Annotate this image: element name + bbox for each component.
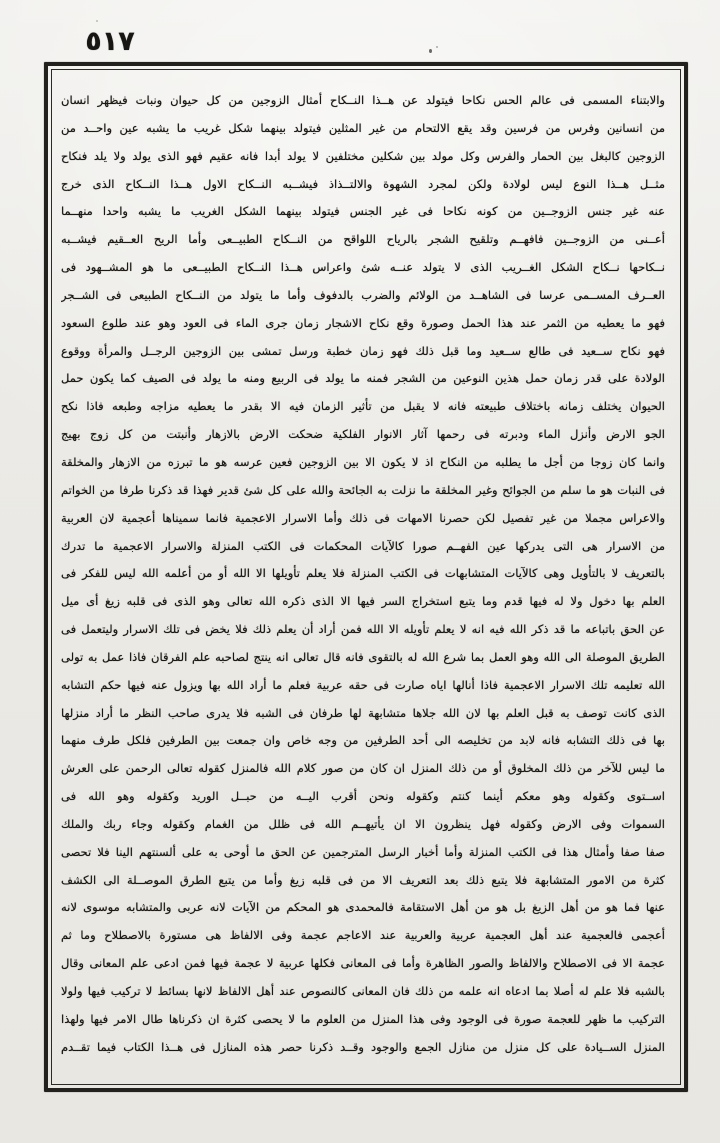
- scan-speck: [436, 46, 438, 48]
- text-line: الله تعليمه تلك الاسرار الاعجمية فاذا أنالها اياه صارت فى حقه عربية فعلم ما أراد الله بها ويزول عنه فيها حكم التشابه: [61, 677, 665, 692]
- text-line: اســتوى وكقوله وهو معكم أينما كنتم وكقوله ونحن أقرب اليــه من حبــل الوريد وكقوله وهو الله فى: [61, 789, 665, 804]
- text-line: مثــل هــذا النوع ليس لولادة ولكن لمجرد الشهوة والالتــذاذ فيشــبه النــكاح الاول هــذا النــكاح الذى خرج: [61, 176, 665, 191]
- text-line: صفا صفا وأمثال هذا فى الكتب المنزلة وأما أخبار الرسل المترجمين عن الحق ما أوحى به على ألسنتهم الينا فلا تحصى: [61, 844, 665, 859]
- text-line: الولادة على قدر زمان حمل هذين النوعين من الشجر فمنه ما يولد فى الربيع ومنه ما يولد فى الصيف كما يكون حمل: [61, 371, 665, 386]
- text-line: المنزل الســيادة على كل منزل من منازل الجمع والوجود وقــد ذكرنا حصر هذه المنازل فى هــذا الكتاب فيما تقــدم: [61, 1039, 665, 1054]
- scan-speck: [429, 49, 432, 53]
- scan-speck: [96, 20, 98, 22]
- text-line: أعجمى فالعجمية عند أهل العجمية عربية والعربية عند الاعاجم عجمة وفى الالفاظ هى مستورة بالاصطلاح وما ثم: [61, 928, 665, 943]
- text-line: بالشبه فلا علم له أصلا بما ادعاه انه علمه من ذلك فان المعانى كالنصوص عند أهل الالفاظ لانها بسائط لا تركيب فيها ولولا: [61, 984, 665, 998]
- text-line: العــرف المســمى عرسا فى الشاهــد من الولائم والضرب بالدفوف وأما ما يتولد من النــكاح الطبيعى فى الشــجر: [61, 287, 665, 302]
- text-line: فى النبات هو ما سلم من الجوائح وغير المخلقة ما نزلت به الجائحة والله على كل شئ قدير فهذا قد ذكرنا طرفا من الخواتم: [61, 482, 665, 497]
- text-line: نــكاحها نــكاح الشكل الغــريب الذى لا يتولد عنــه شئ واعراس هــذا النــكاح الطبيــعى ما هو المشــهود فى: [61, 260, 665, 275]
- text-line: وانما كان زوجا من أجل ما يطلبه من النكاح اذ لا يكون الا بين الزوجين فعين عرسه هو ما تبرزه من الازهار والمخلقة: [61, 454, 665, 469]
- text-line: عجمة الا فى الاصطلاح والالفاظ والصور الظاهرة وأما فى المعانى فكلها عربية لا عجمة فيها فمن ادعى علم المعانى وقال: [61, 956, 665, 971]
- text-line: والابتناء المسمى فى عالم الحس نكاحا فيتولد عن هــذا النــكاح أمثال الزوجين من كل حيوان ونبات فيظهر انسان: [61, 93, 665, 107]
- text-line: فهو نكاح ســعيد فى طالع ســعيد وما قبل ذلك فهو زمان خطبة ورسل تمشى بين الزوجين الرجــل والمرأة ووقوع: [61, 343, 665, 358]
- text-line: السموات وفى الارض وكقوله فهل ينظرون الا ان يأتيهــم الله فى ظلل من الغمام وكقوله وجاء ربك والملك: [61, 816, 665, 831]
- text-line: بالتعريف لا بالتأويل وهى كالآيات المتشابهات فى الكتب المنزلة فلا يعلم تأويلها الا الله أو من أعلمه الله ليس للفكر فى: [61, 566, 665, 581]
- text-line: والاعراس مجملا من غير تفصيل لكن حصرنا الامهات فى ذلك وأما الاسرار الاعجمية فانما سميناها أعجمية لان العربية: [61, 510, 665, 525]
- text-line: التركيب ما ظهر للعجمة صورة فى الوجود وفى هذا المنزل من العلوم ما لا يحصى كثرة ان ذكرناها طال الامر فيها ولهذا: [61, 1011, 665, 1026]
- text-line: أعــنى من الزوجــين فافهــم وتلقيح الشجر بالرياح اللواقح من النــكاح الطبيــعى وأما الريح العــقيم فيشــبه: [61, 232, 665, 247]
- text-line: عنها فما هو من أهل الزيغ بل هو من أهل الاستقامة فالمحمدى هو المحكم من الآيات لانه عربى والمتشابه موسوى لانه: [61, 900, 665, 915]
- page-number: ٥١٧: [85, 26, 135, 57]
- text-line: عن الحق باتباعه ما قد ذكر الله فيه انه لا يعلم تأويله الا الله فمن أراد أن يعلم ذلك فلا يخض فى تلك الاسرار وليتعمل فى: [61, 622, 665, 637]
- body-text: [61, 87, 665, 1062]
- text-line: كثرة من الامور المتشابهة فلا يتبع ذلك بعد التعريف الا من فى قلبه زيغ وأما من يتبع الطرق الموصــلة الى الكشف: [61, 872, 665, 887]
- text-line: الزوجين كالبغل بين الحمار والفرس وكل مولد بين شكلين مختلفين لا يولد أبدا فانه عقيم فهو الذى يولد ولا يلد فنكاح: [61, 148, 665, 163]
- text-line: ما ليس للآخر من ذلك المخلوق أو من ذلك المنزل ان كان من صور كلام الله فالمنزل كقوله تعالى الرحمن على العرش: [61, 761, 665, 776]
- text-line: من انسانين وفرس من فرسين وقد يقع الالتحام من غير المثلين فيتولد بينهما شكل غريب ما يشبه عين واحــد من: [61, 120, 665, 135]
- text-line: الطريق الموصلة الى الله وهو العمل بما شرع الله له بالتقوى فانه قال تعالى انه ينتج لصاحبه علم الفرقان فاذا عمل به تولى: [61, 649, 665, 664]
- text-line: بها فى ذلك التشابه فانه لابد من تخليصه الى أحد الطرفين من وجه خاص وان جمعت بين الطرفين فلكل طرف منهما: [61, 733, 665, 748]
- text-line: الذى كانت توصف به قبل العلم بها لان الله جلاها متشابهة لها طرفان فى الشبه فلا يدرى صاحب النظر ما أراد منزلها: [61, 705, 665, 720]
- text-line: عنه غير جنس الزوجــين من كونه نكاحا فى غير الجنس فيتولد بينهما الشكل الغريب ما يشبه واحدا منهــما: [61, 204, 665, 219]
- text-line: العلم بها دخول ولا له فيها قدم وما يتبع استخراج السر فيها الا الذى ذكره الله تعالى وهو الذى فى قلبه زيغ أى ميل: [61, 594, 665, 609]
- text-line: الجو الارض وأنزل الماء ودبرته فى رحمها آثار الانوار الفلكية ضحكت الارض بالازهار وأنبتت من كل زوج بهيج: [61, 427, 665, 442]
- text-line: من الاسرار هى التى يدركها عين الفهــم صورا كالآيات المحكمات فى الكتب المنزلة والاسرار الاعجمية ما تدرك: [61, 538, 665, 553]
- text-line: فهو ما يعطيه من الثمر عند هذا الحمل وصورة وقع نكاح الاشجار زمان جرى الماء فى العود وهو عند طلوع السعود: [61, 315, 665, 330]
- text-line: الحيوان يختلف زمانه باختلاف طبيعته فانه لا يقبل من تأثير الزمان فيه الا بقدر ما يعطيه مزاجه وطبعه فاذا نكح: [61, 399, 665, 414]
